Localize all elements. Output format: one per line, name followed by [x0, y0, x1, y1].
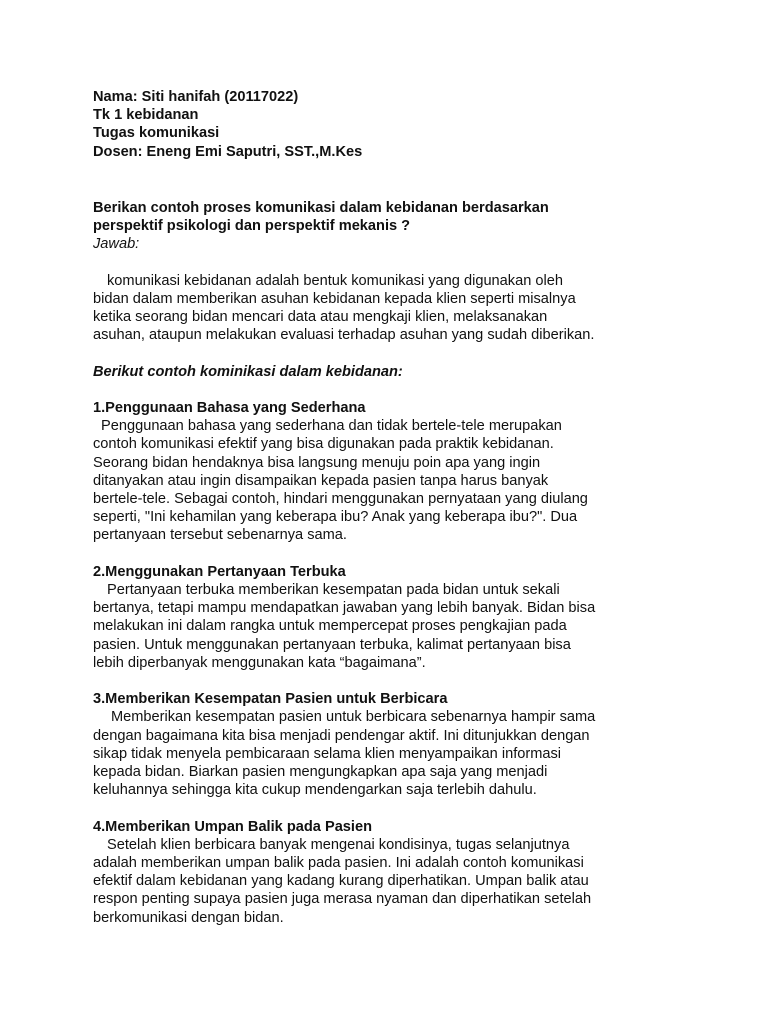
student-class: Tk 1 kebidanan [93, 107, 199, 124]
document-page [93, 88, 693, 927]
paragraph-line: dengan bagaimana kita bisa menjadi pendengar aktif. Ini ditunjukkan dengan [93, 727, 590, 744]
paragraph-line: asuhan, ataupun melakukan evaluasi terhadap asuhan yang sudah diberikan. [93, 327, 595, 344]
paragraph-line: bidan dalam memberikan asuhan kebidanan kepada klien seperti misalnya [93, 290, 576, 307]
paragraph-line: melakukan ini dalam rangka untuk mempercepat proses pengkajian pada [93, 618, 567, 635]
paragraph-line: pasien. Untuk menggunakan pertanyaan terbuka, kalimat pertanyaan bisa [93, 636, 571, 653]
question-block [93, 199, 693, 254]
spacer [93, 672, 693, 690]
examples-heading: Berikut contoh kominikasi dalam kebidanan: [93, 363, 403, 380]
spacer [93, 799, 693, 817]
spacer [93, 161, 693, 199]
paragraph-line: Pertanyaan terbuka memberikan kesempatan pada bidan untuk sekali [107, 582, 560, 599]
header-block [93, 88, 693, 161]
spacer [93, 381, 693, 399]
paragraph-line: pertanyaan tersebut sebenarnya sama. [93, 527, 347, 544]
section-title: 3.Memberikan Kesempatan Pasien untuk Berbicara [93, 691, 448, 708]
paragraph-line: bertanya, tetapi mampu mendapatkan jawaban yang lebih banyak. Bidan bisa [93, 600, 596, 617]
section-title: 1.Penggunaan Bahasa yang Sederhana [93, 400, 366, 416]
paragraph-line: contoh komunikasi efektif yang bisa digunakan pada praktik kebidanan. [93, 436, 554, 453]
paragraph-line: adalah memberikan umpan balik pada pasien. Ini adalah contoh komunikasi [93, 855, 584, 872]
section-title: 2.Menggunakan Pertanyaan Terbuka [93, 563, 346, 580]
section-3 [93, 690, 693, 799]
paragraph-line: keluhannya sehingga kita cukup mendengarkan saja terlebih dahulu. [93, 782, 537, 799]
paragraph-line: berkomunikasi dengan bidan. [93, 909, 284, 926]
paragraph-line: sikap tidak menyela pembicaraan selama klien menyampaikan informasi [93, 745, 562, 762]
student-name: Nama: Siti hanifah (20117022) [93, 89, 299, 105]
question-line: Berikan contoh proses komunikasi dalam kebidanan berdasarkan [93, 199, 549, 216]
paragraph-line: seperti, "Ini kehamilan yang keberapa ibu? Anak yang keberapa ibu?". Dua [93, 509, 578, 526]
paragraph-line: ketika seorang bidan mencari data atau mengkaji klien, melaksanakan [93, 309, 548, 326]
paragraph-line: Penggunaan bahasa yang sederhana dan tidak bertele-tele merupakan [101, 418, 562, 435]
paragraph-line: Seorang bidan hendaknya bisa langsung menuju poin apa yang ingin [93, 454, 541, 471]
paragraph-line: bertele-tele. Sebagai contoh, hindari menggunakan pernyataan yang diulang [93, 491, 588, 508]
spacer [93, 545, 693, 563]
paragraph-line: efektif dalam kebidanan yang kadang kurang diperhatikan. Umpan balik atau [93, 873, 589, 890]
paragraph-line: respon penting supaya pasien juga merasa nyaman dan diperhatikan setelah [93, 891, 592, 908]
paragraph-line: Setelah klien berbicara banyak mengenai kondisinya, tugas selanjutnya [107, 836, 570, 853]
spacer [93, 344, 693, 362]
paragraph-line: Memberikan kesempatan pasien untuk berbicara sebenarnya hampir sama [111, 709, 596, 726]
paragraph-line: ditanyakan atau ingin disampaikan kepada pasien tanpa harus banyak [93, 472, 549, 489]
lecturer-name: Dosen: Eneng Emi Saputri, SST.,M.Kes [93, 143, 363, 160]
task-title: Tugas komunikasi [93, 125, 220, 142]
answer-label: Jawab: [93, 236, 140, 253]
section-1 [93, 399, 693, 545]
section-title: 4.Memberikan Umpan Balik pada Pasien [93, 818, 373, 835]
paragraph-line: lebih diperbanyak menggunakan kata “bagaimana”. [93, 654, 426, 671]
intro-paragraph [93, 272, 693, 345]
paragraph-line: komunikasi kebidanan adalah bentuk komunikasi yang digunakan oleh [107, 272, 563, 289]
paragraph-line: kepada bidan. Biarkan pasien mengungkapkan apa saja yang menjadi [93, 764, 548, 781]
section-2 [93, 563, 693, 672]
question-line: perspektif psikologi dan perspektif mekanis ? [93, 218, 411, 235]
section-4 [93, 818, 693, 927]
spacer [93, 253, 693, 271]
